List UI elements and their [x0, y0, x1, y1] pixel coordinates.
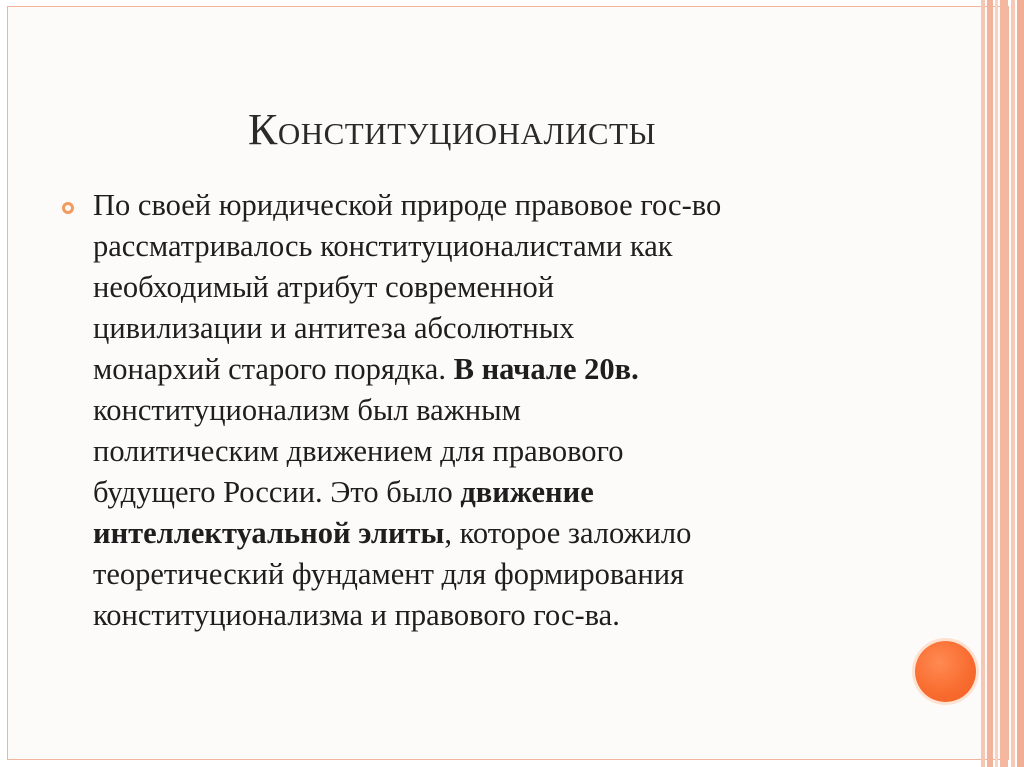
circle-bullet-icon [62, 202, 74, 214]
text-segment: необходимый атрибут современной [93, 270, 555, 304]
text-line [93, 185, 882, 226]
text-line [93, 431, 882, 472]
text-segment: конституционализм был важным [93, 393, 521, 427]
decorative-stripe [995, 0, 998, 767]
text-segment: По своей юридической природе правовое гос-во [93, 188, 722, 222]
text-segment: теоретический фундамент для формирования [93, 557, 685, 591]
emphasis-text: движение [460, 475, 594, 509]
emphasis-text: В начале 20в. [453, 352, 639, 386]
text-line [93, 267, 882, 308]
orange-circle-icon [915, 641, 976, 702]
decorative-stripe [1011, 0, 1015, 767]
slide-title: Конституционалисты [248, 105, 657, 154]
text-line [93, 554, 882, 595]
text-segment: монархий старого порядка. [93, 352, 454, 386]
decorative-stripe [987, 0, 993, 767]
emphasis-text: интеллектуальной элиты [93, 516, 445, 550]
text-line [93, 390, 882, 431]
text-line [93, 226, 882, 267]
text-segment: политическим движением для правового [93, 434, 624, 468]
bullet-text [93, 185, 882, 636]
text-segment: конституционализма и правового гос-ва. [93, 598, 620, 632]
text-line [93, 308, 882, 349]
text-line [93, 349, 882, 390]
text-line [93, 595, 882, 636]
bullet-item [62, 185, 882, 636]
text-segment: цивилизации и антитеза абсолютных [93, 311, 575, 345]
decorative-stripe [1017, 0, 1024, 767]
text-segment: будущего России. Это было [93, 475, 461, 509]
decorative-stripe [981, 0, 985, 767]
text-segment: рассматривалось конституционалистами как [93, 229, 673, 263]
text-line [93, 472, 882, 513]
text-line [93, 513, 882, 554]
slide-content [62, 185, 882, 636]
decorative-stripe [1000, 0, 1008, 767]
text-segment: , которое заложило [444, 516, 692, 550]
